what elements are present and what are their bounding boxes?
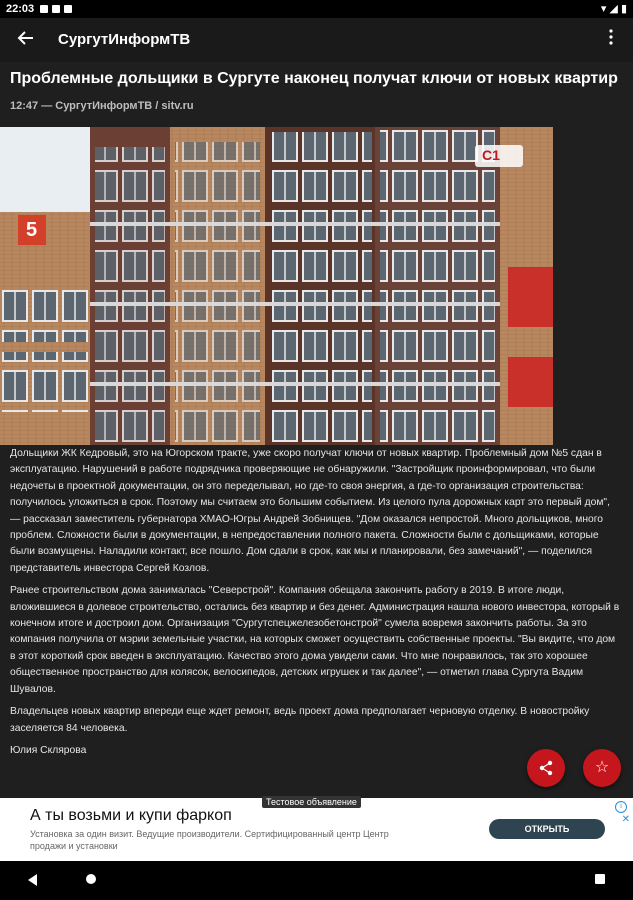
article-headline: Проблемные дольщики в Сургуте наконец получат ключи от новых квартир bbox=[10, 70, 618, 87]
article-photo bbox=[0, 127, 553, 445]
wifi-icon: ▾ bbox=[600, 3, 607, 15]
system-icons bbox=[601, 2, 627, 15]
article-paragraph: Ранее строительством дома занималась "Северстрой". Компания обещала закончить работу в 2019. В итоге люди, вложившиеся в долевое строительство, остались без квартир и без денег. Администрация нашла нового инвестора, который в конечном итоге и достроил дом. Организация "Сургутспецжелезобетонстрой" сумела вовремя закончить работы. За это компания получила от мэрии земельные участки, на которых сможет осуществить собственные проекты. "Вы видите, что дом в этот короткий срок введен в эксплуатацию. Качество этого дома увидели сами. Что мне понравилось, так это хорошее общественное пространство для колясок, велосипедов, детских игрушек и так далее", — отметил глава Сургута Вадим Шувалов. bbox=[10, 585, 620, 695]
app-bar bbox=[0, 18, 633, 62]
share-icon bbox=[538, 760, 554, 776]
nav-recents-icon[interactable] bbox=[595, 874, 605, 884]
ad-description: Установка за один визит. Ведущие производители. Сертифицированный центр Центр продажи и установки bbox=[30, 829, 389, 851]
signal-icon: ◢ bbox=[609, 3, 618, 15]
more-dots-svg bbox=[608, 28, 614, 46]
status-bar bbox=[0, 0, 633, 18]
ad-tag: Тестовое объявление bbox=[262, 796, 361, 808]
channel-logo-text: С1 bbox=[482, 147, 500, 163]
ad-info-icon[interactable]: i bbox=[615, 801, 627, 813]
notification-icon bbox=[64, 5, 72, 13]
battery-icon: ▮ bbox=[620, 3, 627, 15]
status-time: 22:03 bbox=[6, 3, 35, 15]
article-body bbox=[10, 446, 622, 765]
more-options-icon[interactable] bbox=[601, 28, 621, 52]
favorite-button[interactable] bbox=[583, 749, 621, 787]
ad-banner[interactable] bbox=[0, 798, 633, 861]
star-icon: ☆ bbox=[594, 759, 610, 776]
article-paragraph: Владельцев новых квартир впереди еще ждет ремонт, ведь проект дома предполагает черновую отделку. В новостройку заселяется 84 человека. bbox=[10, 706, 590, 734]
nav-home-icon[interactable] bbox=[86, 874, 96, 884]
article-author: Юлия Склярова bbox=[10, 744, 87, 756]
building-photo-svg bbox=[0, 127, 553, 445]
ad-open-button[interactable]: ОТКРЫТЬ bbox=[489, 819, 605, 839]
article-paragraph: Дольщики ЖК Кедровый, это на Югорском тракте, уже скоро получат ключи от новых квартир. Проблемный дом №5 сдан в эксплуатацию. Нарушений в работе подрядчика проверяющие не обнаружили. "Застройщик проинформировал, что были недочеты в проектной документации, он это переделывал, но где-то своя энергия, а где-то организация строительства: получилось уложиться в срок. Поэтому мы считаем это большим событием. Из целого пула дорожных карт это первый дом", — рассказал заместитель губернатора ХМАО-Югры Андрей Зобнищев. "Дом оказался непростой. Много дольщиков, много проблем. Сложности были в документации, в непредоставлении полного пакета. Сложности были с дольщиками, которые были возмущены. Наладили контакт, все пошло. Дом сдали в срок, как мы и планировали, без замечаний", — поделился представитель инвестора Сергей Козлов. bbox=[10, 448, 610, 574]
building-number: 5 bbox=[26, 219, 38, 241]
back-arrow-icon-svg bbox=[16, 28, 36, 48]
back-arrow-icon[interactable] bbox=[14, 28, 38, 52]
navigation-bar bbox=[0, 861, 633, 900]
ad-close-icon[interactable]: ✕ bbox=[621, 814, 630, 825]
article-meta: 12:47 — СургутИнформТВ / sitv.ru bbox=[10, 100, 194, 112]
notification-icon bbox=[52, 5, 60, 13]
ad-title[interactable]: А ты возьми и купи фаркоп bbox=[30, 807, 232, 824]
notification-icons bbox=[40, 3, 76, 15]
notification-icon bbox=[40, 5, 48, 13]
app-title: СургутИнформТВ bbox=[58, 31, 191, 48]
nav-back-icon[interactable] bbox=[28, 874, 37, 886]
share-button[interactable] bbox=[527, 749, 565, 787]
